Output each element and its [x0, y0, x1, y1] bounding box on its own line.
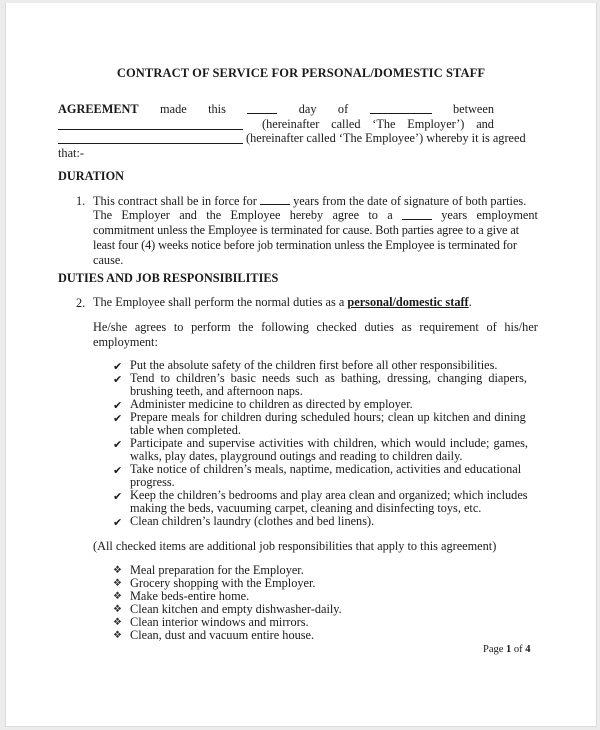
diamond-bullet-icon: ❖: [113, 617, 122, 628]
agree-line-2: employment:: [93, 335, 158, 349]
additional-item: Meal preparation for the Employer.: [130, 563, 304, 577]
word: ‘The: [372, 117, 396, 131]
clause-number: 1.: [76, 194, 86, 208]
clause-number: 2.: [76, 296, 86, 310]
word: agrees: [134, 320, 167, 334]
agreement-label: AGREEMENT: [58, 102, 139, 116]
duration-line-2: [93, 209, 538, 222]
agreement-line-2: [262, 118, 494, 131]
page-of: of: [513, 644, 523, 655]
word: following: [261, 320, 309, 334]
checkmark-icon: ✔: [113, 491, 123, 503]
diamond-bullet-icon: ❖: [113, 604, 122, 615]
document-page: [5, 3, 597, 727]
additional-item: Grocery shopping with the Employer.: [130, 576, 316, 590]
checkmark-icon: ✔: [113, 361, 123, 373]
section-heading-duration: DURATION: [58, 169, 125, 183]
text: This contract shall be in force for: [93, 194, 257, 208]
section-heading-duties: DUTIES AND JOB RESPONSIBILITIES: [58, 271, 279, 285]
diamond-bullet-icon: ❖: [113, 630, 122, 641]
diamond-bullet-icon: ❖: [113, 591, 122, 602]
day-blank[interactable]: [247, 103, 277, 114]
checkmark-icon: ✔: [113, 400, 123, 412]
agreement-line-4: that:-: [58, 146, 84, 160]
month-blank[interactable]: [370, 103, 432, 114]
checked-item-cont: table when completed.: [130, 423, 241, 437]
word: years: [441, 208, 468, 222]
word: (hereinafter: [262, 117, 320, 131]
word: agree: [332, 208, 360, 222]
checked-item: Put the absolute safety of the children first before all other responsibilities.: [130, 358, 498, 372]
duration-line-4: least four (4) weeks notice before job termination unless the Employee is terminated for: [93, 238, 517, 252]
text: years from the date of signature of both parties.: [293, 194, 527, 208]
checkmark-icon: ✔: [113, 465, 123, 477]
checked-item-cont: brushing teeth, and afternoon naps.: [130, 384, 303, 398]
additional-item: Clean interior windows and mirrors.: [130, 615, 309, 629]
years-blank[interactable]: [260, 194, 290, 205]
checked-item-cont: making the beds, vacuuming carpet, cleaning and disinfecting toys, etc.: [130, 501, 482, 515]
agreement-line-1: [58, 103, 494, 116]
checkmark-icon: ✔: [113, 517, 123, 529]
additional-item: Clean kitchen and empty dishwasher-daily.: [130, 602, 342, 616]
word: duties: [364, 320, 394, 334]
word: of: [337, 102, 349, 116]
word: between: [453, 102, 494, 116]
text: .: [468, 295, 472, 309]
word: made: [160, 102, 187, 116]
word: perform: [191, 320, 231, 334]
diamond-bullet-icon: ❖: [113, 578, 122, 589]
additional-item: Make beds-entire home.: [130, 589, 250, 603]
page-current: 1: [506, 644, 512, 655]
checked-item: Take notice of children’s meals, naptime, medication, activities and educational: [130, 462, 522, 476]
word: his/her: [504, 320, 538, 334]
word: requirement: [419, 320, 479, 334]
word: a: [387, 208, 393, 222]
document-title: CONTRACT OF SERVICE FOR PERSONAL/DOMESTIC STAFF: [116, 66, 486, 80]
checked-item: Participate and supervise activities with children, which would include; games,: [130, 436, 528, 450]
word: the: [238, 320, 254, 334]
checkmark-icon: ✔: [113, 374, 123, 386]
word: employment: [476, 208, 538, 222]
checkmark-icon: ✔: [113, 413, 123, 425]
agreement-line-3: (hereinafter called ‘The Employee’) whereby it is agreed: [246, 131, 526, 145]
word: and: [179, 208, 197, 222]
checked-item-cont: walks, play dates, playground outings and reading to children daily.: [130, 449, 463, 463]
staff-type-emphasis: personal/domestic staff: [347, 295, 469, 309]
page-total: 4: [525, 644, 531, 655]
word: called: [331, 117, 361, 131]
duties-intro: [93, 296, 472, 309]
additional-note: (All checked items are additional job responsibilities that apply to this agreement): [93, 539, 497, 553]
page-number: [483, 644, 531, 655]
word: The: [93, 208, 113, 222]
additional-item: Clean, dust and vacuum entire house.: [130, 628, 315, 642]
checked-item: Keep the children’s bedrooms and play area clean and organized; which includes: [130, 488, 528, 502]
word: checked: [316, 320, 357, 334]
diamond-bullet-icon: ❖: [113, 565, 122, 576]
duration-line-5: cause.: [93, 253, 124, 267]
checked-item-cont: progress.: [130, 475, 175, 489]
word: the: [206, 208, 222, 222]
word: Employer’): [407, 117, 465, 131]
word: to: [173, 320, 184, 334]
checked-item: Administer medicine to children as directed by employer.: [130, 397, 413, 411]
text: The Employee shall perform the normal duties as a: [93, 295, 345, 309]
word: Employee: [230, 208, 281, 222]
commitment-years-blank[interactable]: [402, 209, 432, 220]
word: day: [298, 102, 317, 116]
checked-item: Prepare meals for children during scheduled hours; clean up kitchen and dining: [130, 410, 526, 424]
word: He/she: [93, 320, 128, 334]
word: as: [401, 320, 412, 334]
checkmark-icon: ✔: [113, 439, 123, 451]
checked-item: Clean children’s laundry (clothes and bed linens).: [130, 514, 375, 528]
agree-line-1: [93, 321, 538, 334]
word: and: [476, 117, 494, 131]
employer-name-blank[interactable]: [58, 119, 243, 130]
word: hereby: [289, 208, 324, 222]
word: to: [368, 208, 378, 222]
duration-line-3: commitment unless the Employee is terminated for cause. Both parties agree to a give at: [93, 223, 519, 237]
duration-line-1: [93, 194, 526, 208]
page-prefix: Page: [483, 644, 504, 655]
word: Employer: [121, 208, 170, 222]
word: this: [208, 102, 226, 116]
checked-item: Tend to children’s basic needs such as bathing, dressing, changing diapers,: [130, 371, 527, 385]
word: of: [486, 320, 497, 334]
employee-name-blank[interactable]: [58, 133, 243, 144]
